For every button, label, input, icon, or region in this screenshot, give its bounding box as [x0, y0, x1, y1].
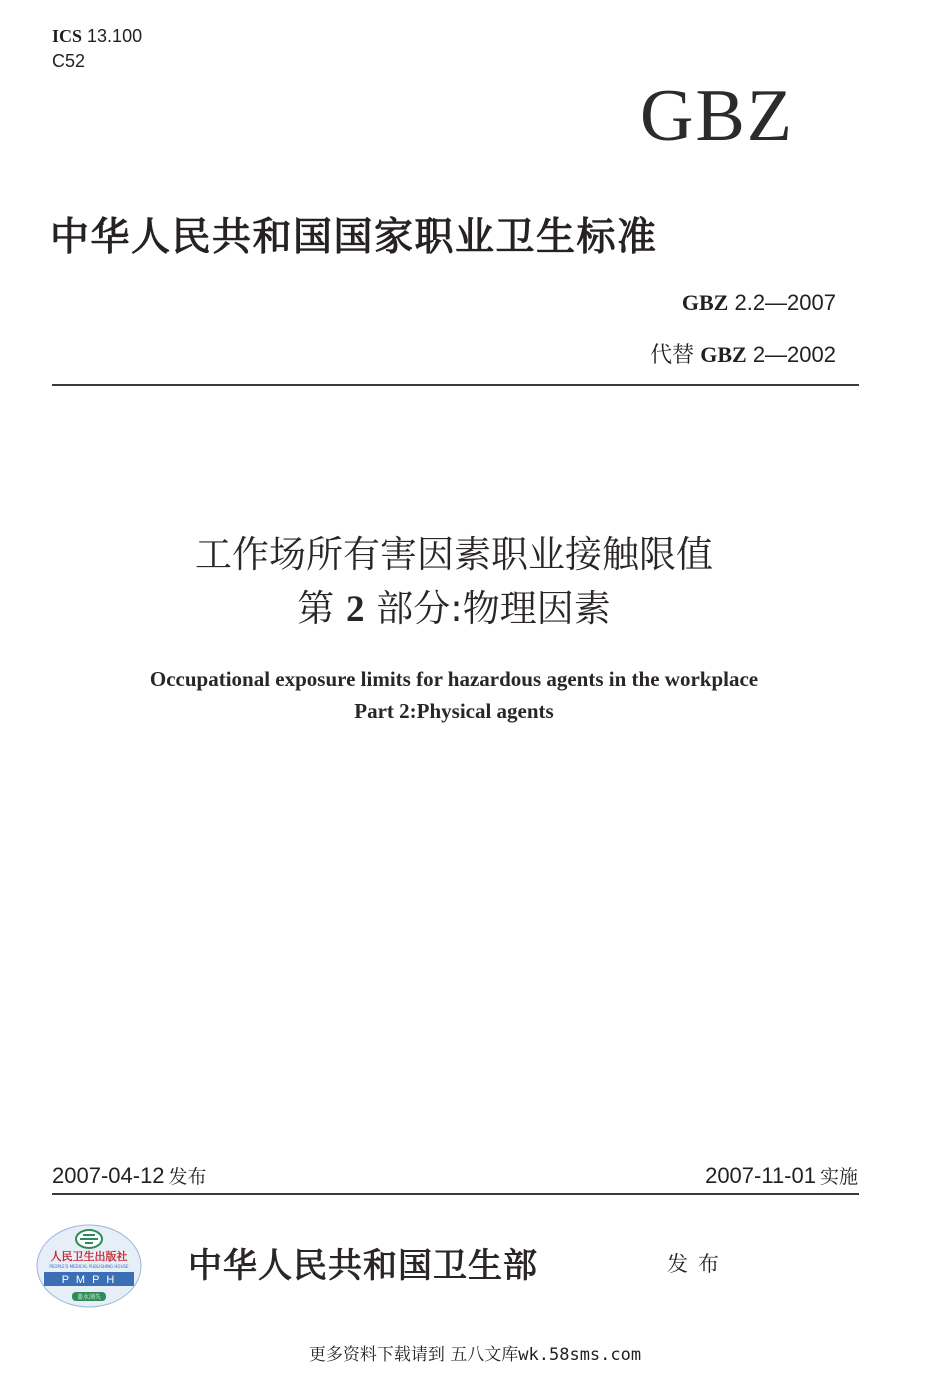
standard-category: 中华人民共和国国家职业卫生标准: [50, 214, 658, 260]
title-cn-line1: 工作场所有害因素职业接触限值: [195, 533, 713, 576]
standard-number: GBZ 2.2—2007: [681, 290, 836, 315]
title-en-line1: Occupational exposure limits for hazardous agents in the workplace: [149, 667, 759, 691]
classification-codes: [52, 24, 142, 74]
issuing-authority: 中华人民共和国卫生部: [188, 1246, 538, 1286]
footer-link[interactable]: wk.58sms.com: [518, 1345, 642, 1365]
svg-text:PEOPLE'S MEDICAL PUBLISHING HO: PEOPLE'S MEDICAL PUBLISHING HOUSE: [49, 1264, 129, 1269]
publisher-seal-icon: [36, 1224, 142, 1308]
svg-text:盖水浏失: 盖水浏失: [76, 1294, 102, 1301]
issuing-action: 发布: [667, 1252, 729, 1276]
title-en-line2: Part 2:Physical agents: [354, 699, 554, 723]
replaces-standard: 代替 GBZ 2—2002: [650, 342, 836, 367]
ics-code: ICS 13.100: [52, 26, 143, 46]
header-divider: [52, 384, 859, 386]
svg-text:P M P H: P M P H: [61, 1274, 117, 1286]
issue-date: 2007-04-12 发布: [52, 1163, 207, 1188]
standard-mark: GBZ: [640, 75, 794, 157]
title-cn-line2: 第 2 部分:物理因素: [297, 587, 611, 630]
footer-divider: [52, 1193, 859, 1195]
download-footer: 更多资料下载请到 五八文库wk.58sms.com: [308, 1345, 642, 1365]
svg-text:人民卫生出版社: 人民卫生出版社: [50, 1250, 128, 1263]
implement-date: 2007-11-01 实施: [705, 1163, 858, 1188]
ccs-code: C52: [52, 51, 86, 71]
